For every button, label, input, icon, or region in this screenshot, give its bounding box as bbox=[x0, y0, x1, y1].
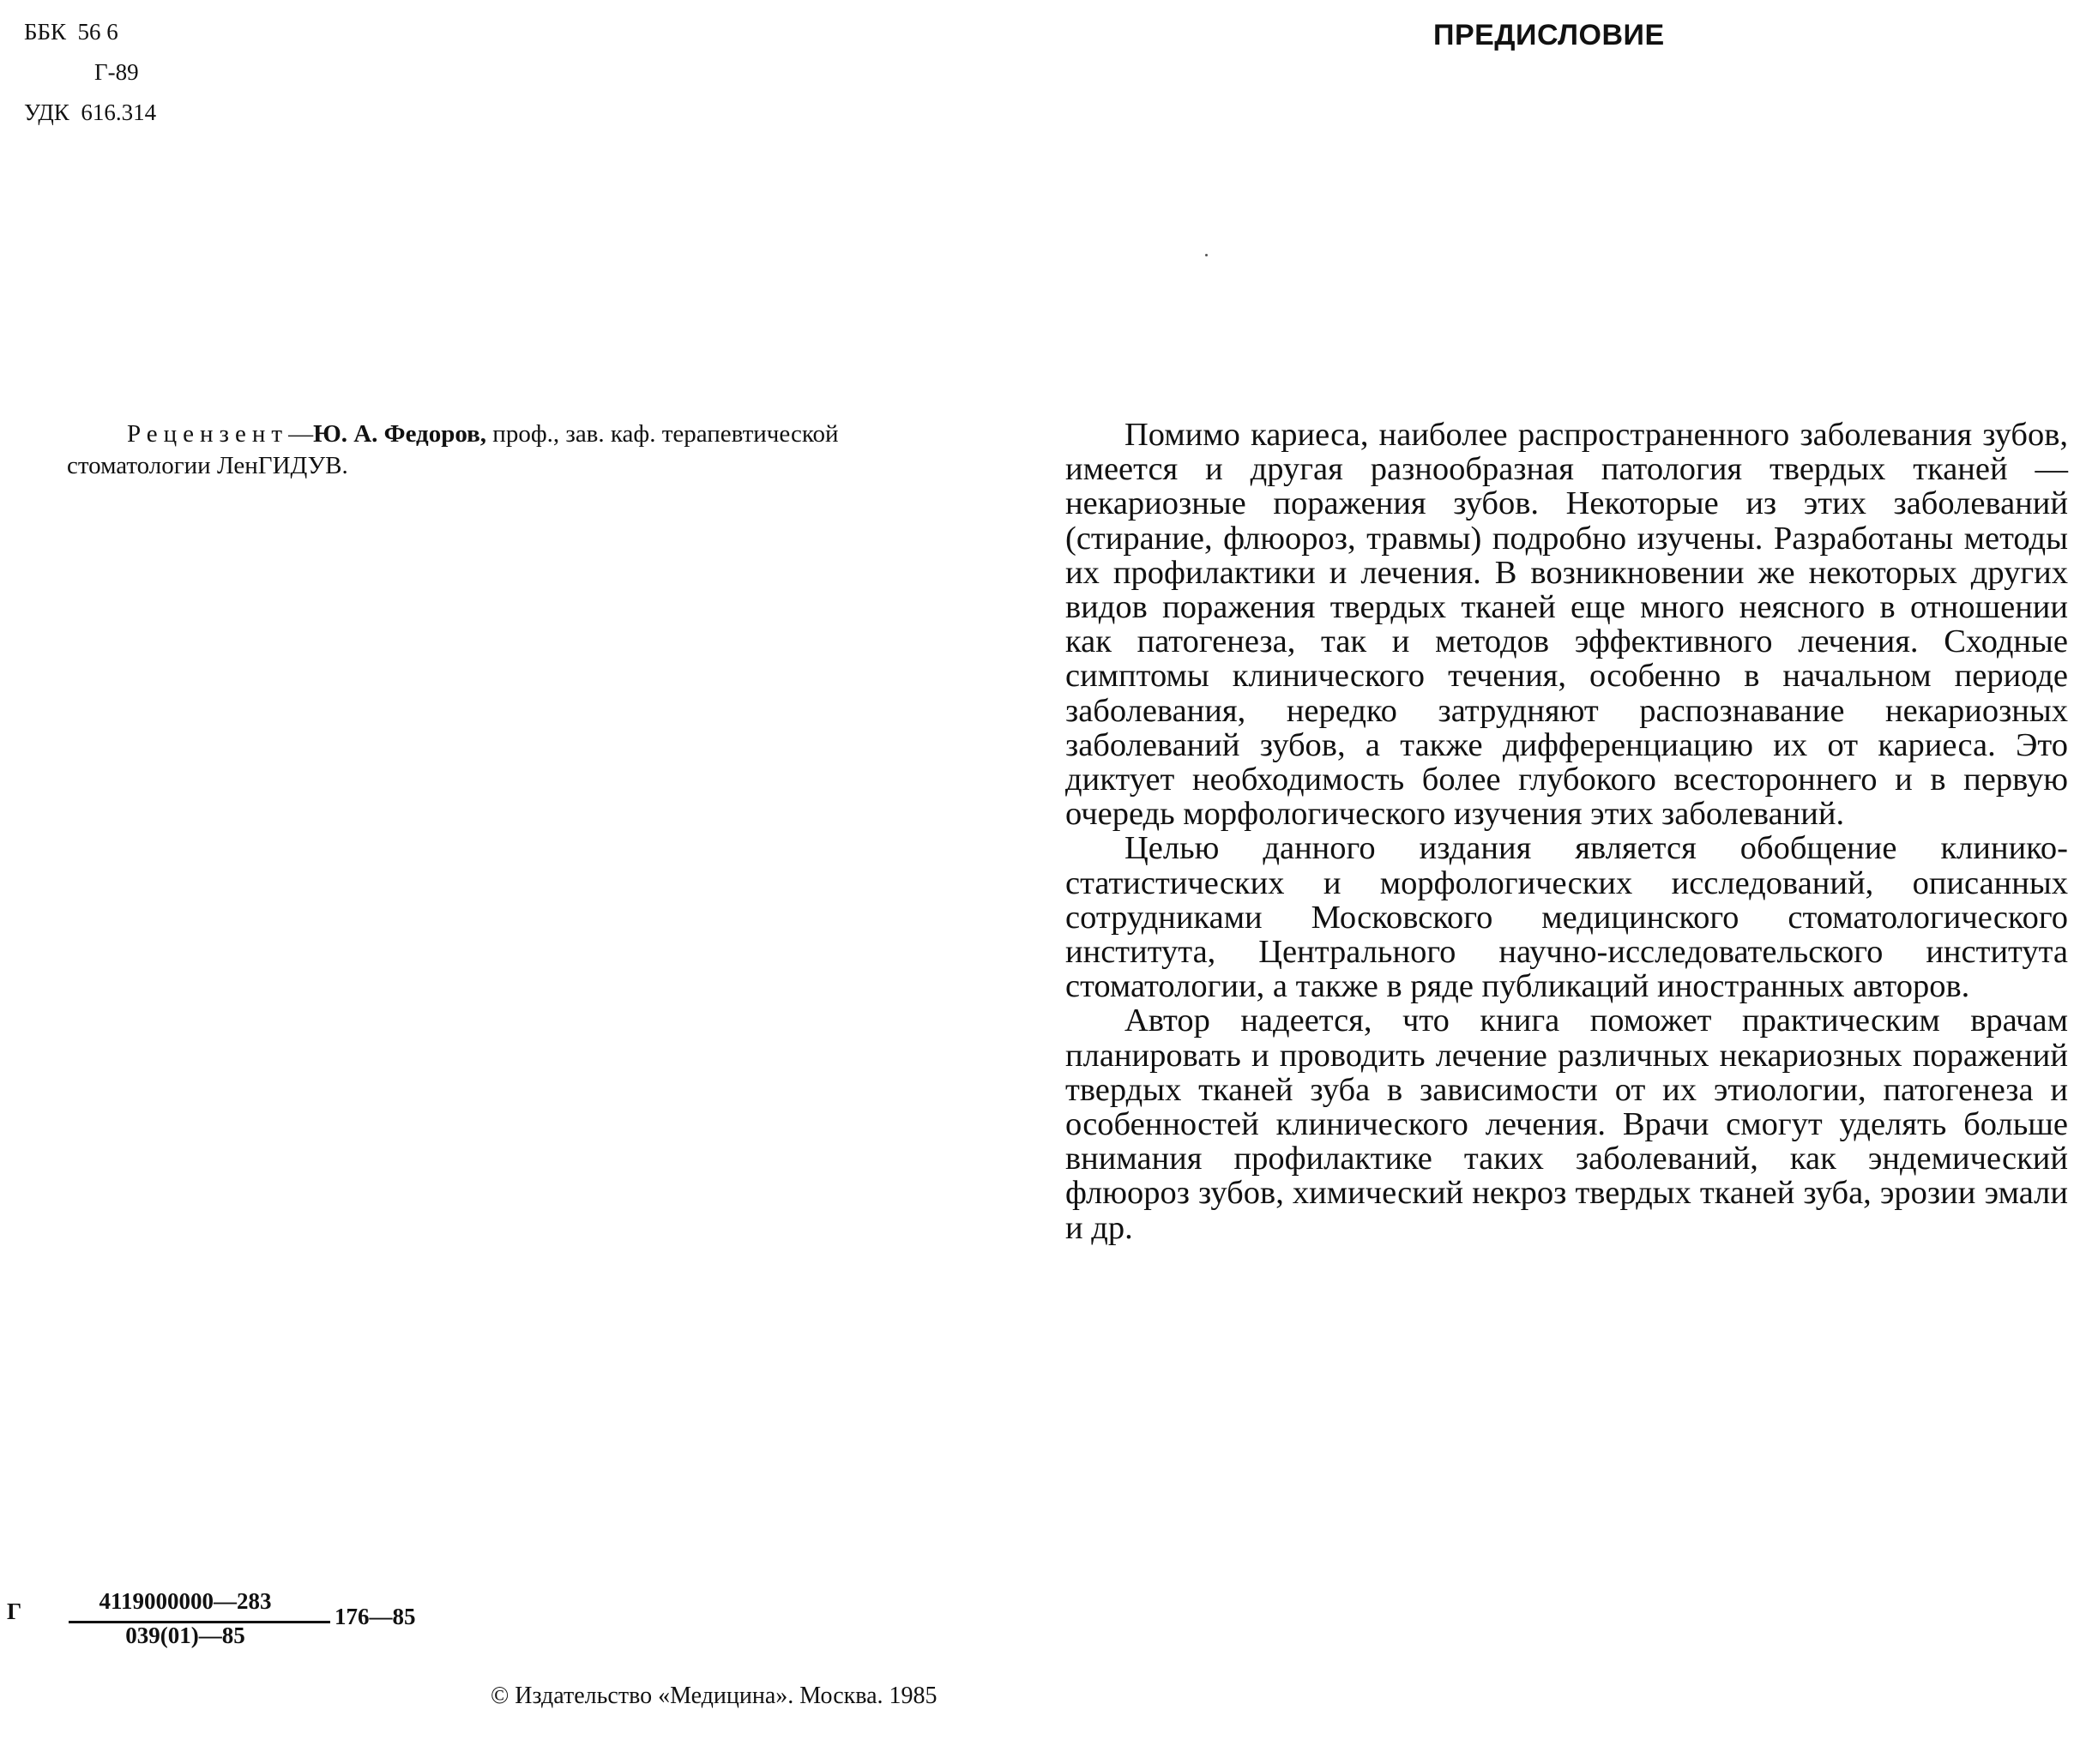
publication-code bbox=[7, 1588, 453, 1657]
reviewer-line-2: стоматологии ЛенГИДУВ. bbox=[67, 452, 348, 479]
udk-row bbox=[24, 93, 156, 133]
bbk-row bbox=[24, 12, 156, 52]
copyright-line: © Издательство «Медицина». Москва. 1985 bbox=[491, 1683, 938, 1709]
bbk-code: 56 6 bbox=[77, 19, 118, 45]
reviewer-position: проф., зав. каф. терапевтической bbox=[486, 420, 839, 448]
udk-label: УДК bbox=[24, 99, 69, 125]
reviewer-name: Ю. А. Федоров, bbox=[313, 420, 487, 448]
reviewer-credit bbox=[67, 418, 993, 482]
author-mark: Г-89 bbox=[94, 59, 139, 85]
preface-title: ПРЕДИСЛОВИЕ bbox=[1433, 19, 1665, 51]
reviewer-dash: — bbox=[288, 420, 314, 448]
udk-code: 616.314 bbox=[81, 99, 157, 125]
author-mark-row bbox=[24, 52, 156, 93]
print-speck bbox=[1205, 254, 1208, 256]
publication-code-tail: 176—85 bbox=[335, 1604, 416, 1629]
preface-paragraph-1: Помимо кариеса, наиболее распространенного заболевания зубов, имеется и другая разнообразная патология твердых тканей — некариозные поражения зубов. Некоторые из этих заболеваний (стирание, флюороз, травмы) подробно изучены. Разработаны методы их профилактики и лечения. В возникновении же некоторых других видов поражения твердых тканей еще много неясного в отношении как патогенеза, так и методов эффективного лечения. Сходные симптомы клинического течения, особенно в начальном периоде заболевания, нередко затрудняют распознавание некариозных заболеваний зубов, а также дифференциацию их от кариеса. Это диктует необходимость более глубокого всестороннего и в первую очередь морфологического изучения этих заболеваний. bbox=[1065, 417, 2068, 833]
publication-code-letter: Г bbox=[7, 1598, 22, 1624]
bbk-label: ББК bbox=[24, 19, 67, 45]
classification-block bbox=[24, 12, 156, 133]
preface-body bbox=[1065, 418, 2068, 1245]
preface-paragraph-2: Целью данного издания является обобщение клинико-статистических и морфологических исследований, описанных сотрудниками Московского медицинского стоматологического института, Центрального научно-исследовательского института стоматологии, а также в ряде публикаций иностранных авторов. bbox=[1065, 830, 2068, 1005]
reviewer-label: Рецензент bbox=[127, 420, 289, 448]
publication-code-denominator: 039(01)—85 bbox=[125, 1623, 245, 1648]
preface-paragraph-3: Автор надеется, что книга поможет практическим врачам планировать и проводить лечение различных некариозных поражений твердых тканей зуба в зависимости от их этиологии, патогенеза и особенностей клинического лечения. Врачи смогут уделять больше внимания профилактике таких заболеваний, как эндемический флюороз зубов, химический некроз твердых тканей зуба, эрозии эмали и др. bbox=[1065, 1002, 2068, 1246]
reviewer-line-1 bbox=[67, 418, 993, 450]
publication-code-numerator: 4119000000—283 bbox=[99, 1588, 272, 1614]
right-page-preface bbox=[1037, 0, 2074, 1764]
